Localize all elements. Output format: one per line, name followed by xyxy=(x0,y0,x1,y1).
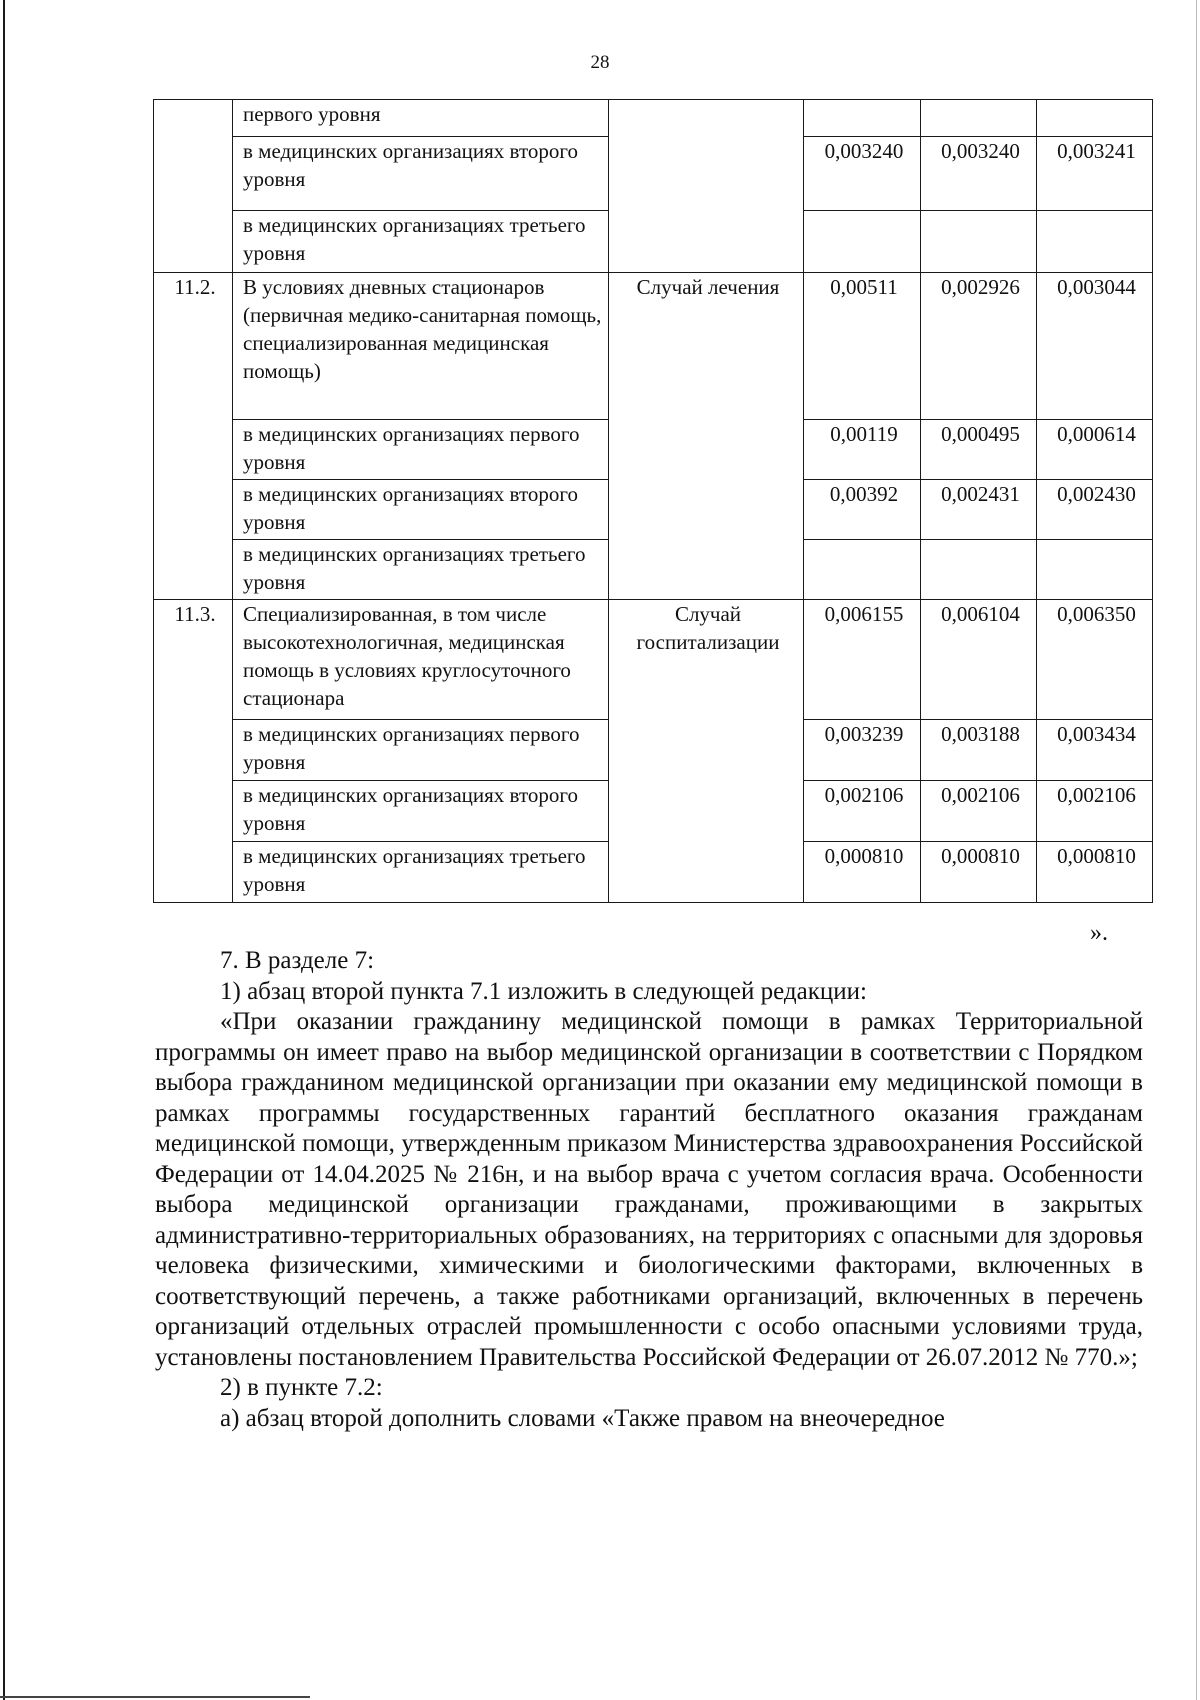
value-cell: 0,000614 xyxy=(1037,420,1153,480)
page-edge-bottom xyxy=(0,1696,310,1698)
value-cell: 0,002430 xyxy=(1037,480,1153,540)
row-unit: Случай госпитализации xyxy=(609,600,804,903)
row-name: в медицинских организациях первого уровня xyxy=(233,720,609,781)
value-cell: 0,003434 xyxy=(1037,720,1153,781)
value-cell: 0,003239 xyxy=(804,720,921,781)
paragraph-item-7-1: 1) абзац второй пункта 7.1 изложить в следующей редакции: xyxy=(220,977,867,1005)
row-name: в медицинских организациях второго уровня xyxy=(233,137,609,211)
row-unit xyxy=(609,100,804,273)
value-cell: 0,00119 xyxy=(804,420,921,480)
table-row xyxy=(154,600,1153,720)
value-cell: 0,002926 xyxy=(921,273,1037,420)
paragraph-item-7-2: 2) в пункте 7.2: xyxy=(220,1374,383,1401)
row-name: в медицинских организациях первого уровня xyxy=(233,420,609,480)
amendment-text xyxy=(155,946,1143,1434)
rates-table xyxy=(153,99,1153,903)
value-cell: 0,002106 xyxy=(921,781,1037,842)
value-cell: 0,003241 xyxy=(1037,137,1153,211)
page-edge-right xyxy=(1196,0,1197,1700)
row-name: в медицинских организациях третьего уровня xyxy=(233,540,609,600)
value-cell: 0,003044 xyxy=(1037,273,1153,420)
row-name: в медицинских организациях третьего уровня xyxy=(233,842,609,903)
value-cell: 0,006155 xyxy=(804,600,921,720)
quote-closing-mark: ». xyxy=(1090,920,1108,946)
page-number: 28 xyxy=(590,52,610,73)
value-cell xyxy=(921,211,1037,273)
row-unit: Случай лечения xyxy=(609,273,804,600)
page-edge-left xyxy=(3,0,5,1700)
value-cell: 0,006104 xyxy=(921,600,1037,720)
row-name: первого уровня xyxy=(233,100,609,137)
value-cell xyxy=(921,540,1037,600)
value-cell: 0,003188 xyxy=(921,720,1037,781)
value-cell xyxy=(1037,540,1153,600)
value-cell: 0,002106 xyxy=(1037,781,1153,842)
value-cell: 0,00392 xyxy=(804,480,921,540)
value-cell: 0,000810 xyxy=(1037,842,1153,903)
value-cell: 0,002431 xyxy=(921,480,1037,540)
row-name: В условиях дневных стационаров (первичная медико-санитарная помощь, специализированная медицинская помощь) xyxy=(233,273,609,420)
value-cell: 0,003240 xyxy=(804,137,921,211)
value-cell xyxy=(1037,100,1153,137)
value-cell: 0,000495 xyxy=(921,420,1037,480)
row-name: в медицинских организациях второго уровня xyxy=(233,781,609,842)
row-name: в медицинских организациях второго уровня xyxy=(233,480,609,540)
value-cell: 0,003240 xyxy=(921,137,1037,211)
row-name: Специализированная, в том числе высокотехнологичная, медицинская помощь в условиях круглосуточного стационара xyxy=(233,600,609,720)
row-number: 11.3. xyxy=(154,600,233,903)
value-cell: 0,006350 xyxy=(1037,600,1153,720)
value-cell xyxy=(1037,211,1153,273)
paragraph-quoted-text: «При оказании гражданину медицинской помощи в рамках Территориальной программы он имеет право на выбор медицинской организации в соответствии с Порядком выбора гражданином медицинской организации при оказании ему медицинской помощи в рамках программы государственных гарантий бесплатного оказания гражданам медицинской помощи, утвержденным приказом Министерства здравоохранения Российской Федерации от 14.04.2025 № 216н, и на выбор врача с учетом согласия врача. Особенности выбора медицинской организации гражданами, проживающими в закрытых административно-территориальных образованиях, на территориях с опасными для здоровья человека физическими, химическими и биологическими факторами, включенных в соответствующий перечень, а также работниками организаций, включенных в перечень организаций отдельных отраслей промышленности с особо опасными условиями труда, установлены постановлением Правительства Российской Федерации от 26.07.2012 № 770.»; xyxy=(155,1008,1143,1371)
row-number: 11.2. xyxy=(154,273,233,600)
row-number xyxy=(154,100,233,273)
value-cell xyxy=(804,100,921,137)
table-row xyxy=(154,273,1153,420)
row-name: в медицинских организациях третьего уровня xyxy=(233,211,609,273)
value-cell xyxy=(804,540,921,600)
value-cell: 0,00511 xyxy=(804,273,921,420)
value-cell: 0,002106 xyxy=(804,781,921,842)
value-cell xyxy=(804,211,921,273)
value-cell: 0,000810 xyxy=(921,842,1037,903)
paragraph-section-7: 7. В разделе 7: xyxy=(220,947,375,974)
value-cell: 0,000810 xyxy=(804,842,921,903)
value-cell xyxy=(921,100,1037,137)
table-row xyxy=(154,100,1153,137)
paragraph-subitem-a: а) абзац второй дополнить словами «Также правом на внеочередное xyxy=(220,1404,945,1432)
